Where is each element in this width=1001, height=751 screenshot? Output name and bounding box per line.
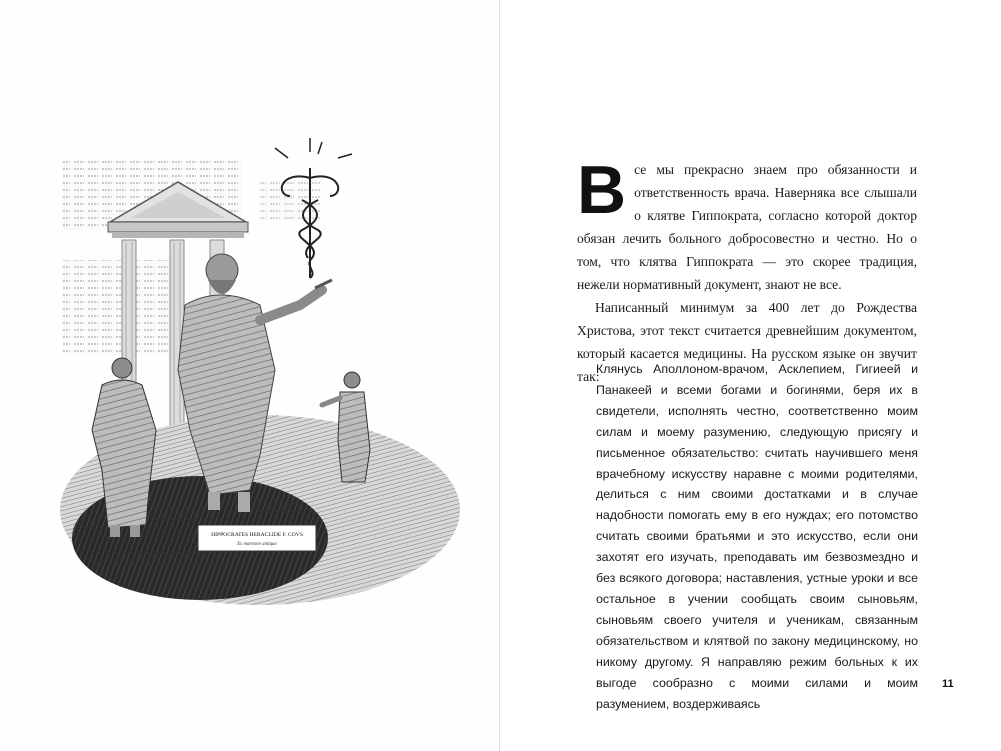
plaque-caption-line1: HIPPOCRATES HERACLIDE F. COVS [211, 532, 303, 538]
inscription-plaque [198, 525, 316, 551]
drop-cap: В [577, 152, 627, 228]
hippocrates-collage-illustration [60, 130, 465, 610]
main-text-block [577, 152, 917, 388]
plaque-caption-line2: Ex marmore antiquo [237, 542, 277, 547]
second-paragraph: Написанный минимум за 400 лет до Рождества Христова, этот текст считается древнейшим документом, который касается медицины. На русском языке он звучит так: [577, 300, 917, 384]
intro-paragraph [577, 152, 917, 296]
intro-paragraph-text: се мы прекрасно знаем про обязанности и ответственность врача. Наверняка все слышали о клятве Гиппократа, согласно которой доктор обязан лечить больного добросовестно и честно. Но о том, что клятва Гиппократа — это скорее традиция, нежели нормативный документ, знают не все. [577, 162, 917, 292]
oath-quote: Клянусь Аполлоном-врачом, Асклепием, Гигиеей и Панакеей и всеми богами и богинями, беря их в свидетели, исполнять честно, соответственно моим силам и моему разумению, следующую присягу и письменное обязательство: считать научившего меня врачебному искусству наравне с моими родителями, делиться с ним своими достатками и в случае надобности помогать ему в его нуждах; его потомство считать своими братьями и это искусство, если они захотят его изучать, преподавать им безвозмездно и без всякого договора; наставления, устные уроки и все остальное в учении сообщать своим сыновьям, сыновьям своего учителя и ученикам, связанным обязательством и клятвой по закону медицинскому, но никому другому. Я направляю режим больных к их выгоде сообразно с моими силами и моим разумением, воздерживаясь [596, 362, 918, 711]
left-page [0, 0, 500, 751]
page-number: 11 [942, 678, 954, 690]
